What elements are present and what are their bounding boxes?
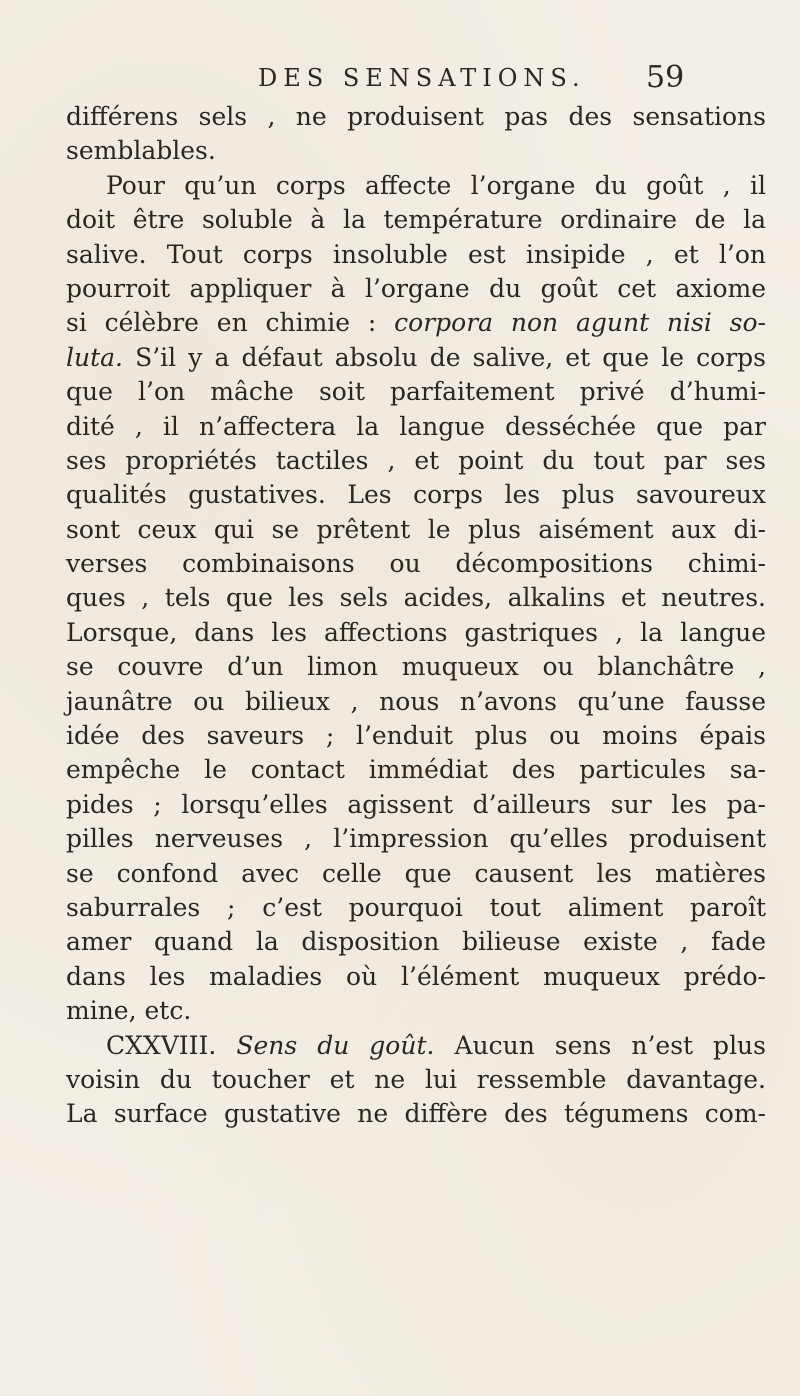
text-run: pourroit appliquer à l’organe du goût cet axiome [66, 273, 766, 303]
text-run: salive. Tout corps insoluble est insipide , et l’on [66, 239, 766, 269]
latin-quote: luta. [66, 342, 123, 372]
text-run: différens sels , ne produisent pas des sensations [66, 102, 766, 131]
text-run: amer quand la disposition bilieuse existe , fade [66, 927, 766, 957]
text-run: semblables. [66, 136, 216, 166]
text-run: La surface gustative ne diffère des tégumens com- [66, 1099, 766, 1129]
text-line [66, 306, 766, 340]
text-run: dité , il n’affectera la langue desséchée que par [66, 411, 766, 441]
section-heading-line [66, 1029, 766, 1063]
text-run: Pour qu’un corps affecte l’organe du goût , il [106, 170, 766, 200]
text-line [66, 444, 766, 478]
text-line [66, 1097, 766, 1131]
text-line [66, 822, 766, 856]
text-run: sont ceux qui se prêtent le plus aisément aux di- [66, 514, 766, 544]
text-line [66, 719, 766, 753]
text-run: voisin du toucher et ne lui ressemble davantage. [66, 1064, 766, 1094]
text-run: Lorsque, dans les affections gastriques , la langue [66, 617, 766, 647]
text-run: Aucun sens n’est plus [434, 1030, 766, 1060]
text-line [66, 1063, 766, 1097]
text-run: jaunâtre ou bilieux , nous n’avons qu’une fausse [66, 686, 766, 716]
text-run: pides ; lorsqu’elles agissent d’ailleurs sur les pa- [66, 789, 766, 819]
text-line [66, 272, 766, 306]
text-line [66, 478, 766, 512]
text-run: mine, etc. [66, 996, 192, 1026]
text-run: verses combinaisons ou décompositions chimi- [66, 549, 766, 579]
page-header [0, 60, 800, 100]
text-line [66, 100, 766, 134]
text-line [66, 857, 766, 891]
text-line [66, 891, 766, 925]
text-run: ses propriétés tactiles , et point du tout par ses [66, 445, 766, 475]
text-run: se confond avec celle que causent les matières [66, 858, 766, 888]
text-line [66, 169, 766, 203]
text-run: doit être soluble à la température ordinaire de la [66, 205, 766, 235]
text-run: idée des saveurs ; l’enduit plus ou moins épais [66, 721, 766, 751]
text-run: se couvre d’un limon muqueux ou blanchâtre , [66, 652, 766, 682]
text-line [66, 994, 766, 1028]
text-run: dans les maladies où l’élément muqueux prédo- [66, 961, 766, 991]
text-run: empêche le contact immédiat des particules sa- [66, 755, 766, 785]
text-line [66, 375, 766, 409]
text-run: ques , tels que les sels acides, alkalins et neutres. [66, 583, 766, 613]
text-line [66, 203, 766, 237]
text-line [66, 581, 766, 615]
text-line [66, 685, 766, 719]
text-run: qualités gustatives. Les corps les plus savoureux [66, 480, 766, 510]
page-number: 59 [646, 60, 685, 95]
latin-quote: corpora non agunt nisi so- [394, 308, 766, 338]
section-title: Sens du goût. [236, 1030, 435, 1060]
text-line [66, 341, 766, 375]
text-line [66, 547, 766, 581]
text-run: que l’on mâche soit parfaitement privé d’humi- [66, 377, 766, 407]
text-line [66, 650, 766, 684]
section-number: CXXVIII. [106, 1030, 237, 1060]
text-line [66, 238, 766, 272]
text-line [66, 616, 766, 650]
text-run: saburrales ; c’est pourquoi tout aliment paroît [66, 892, 766, 922]
text-line [66, 960, 766, 994]
text-line [66, 788, 766, 822]
text-line [66, 513, 766, 547]
text-run: pilles nerveuses , l’impression qu’elles produisent [66, 824, 766, 854]
body-text [66, 100, 766, 1132]
text-line [66, 134, 766, 168]
text-run: si célèbre en chimie : [66, 308, 395, 338]
text-run: S’il y a défaut absolu de salive, et que le corps [123, 342, 766, 372]
text-line [66, 410, 766, 444]
running-title: DES SENSATIONS. [258, 64, 586, 92]
text-line [66, 925, 766, 959]
text-line [66, 753, 766, 787]
